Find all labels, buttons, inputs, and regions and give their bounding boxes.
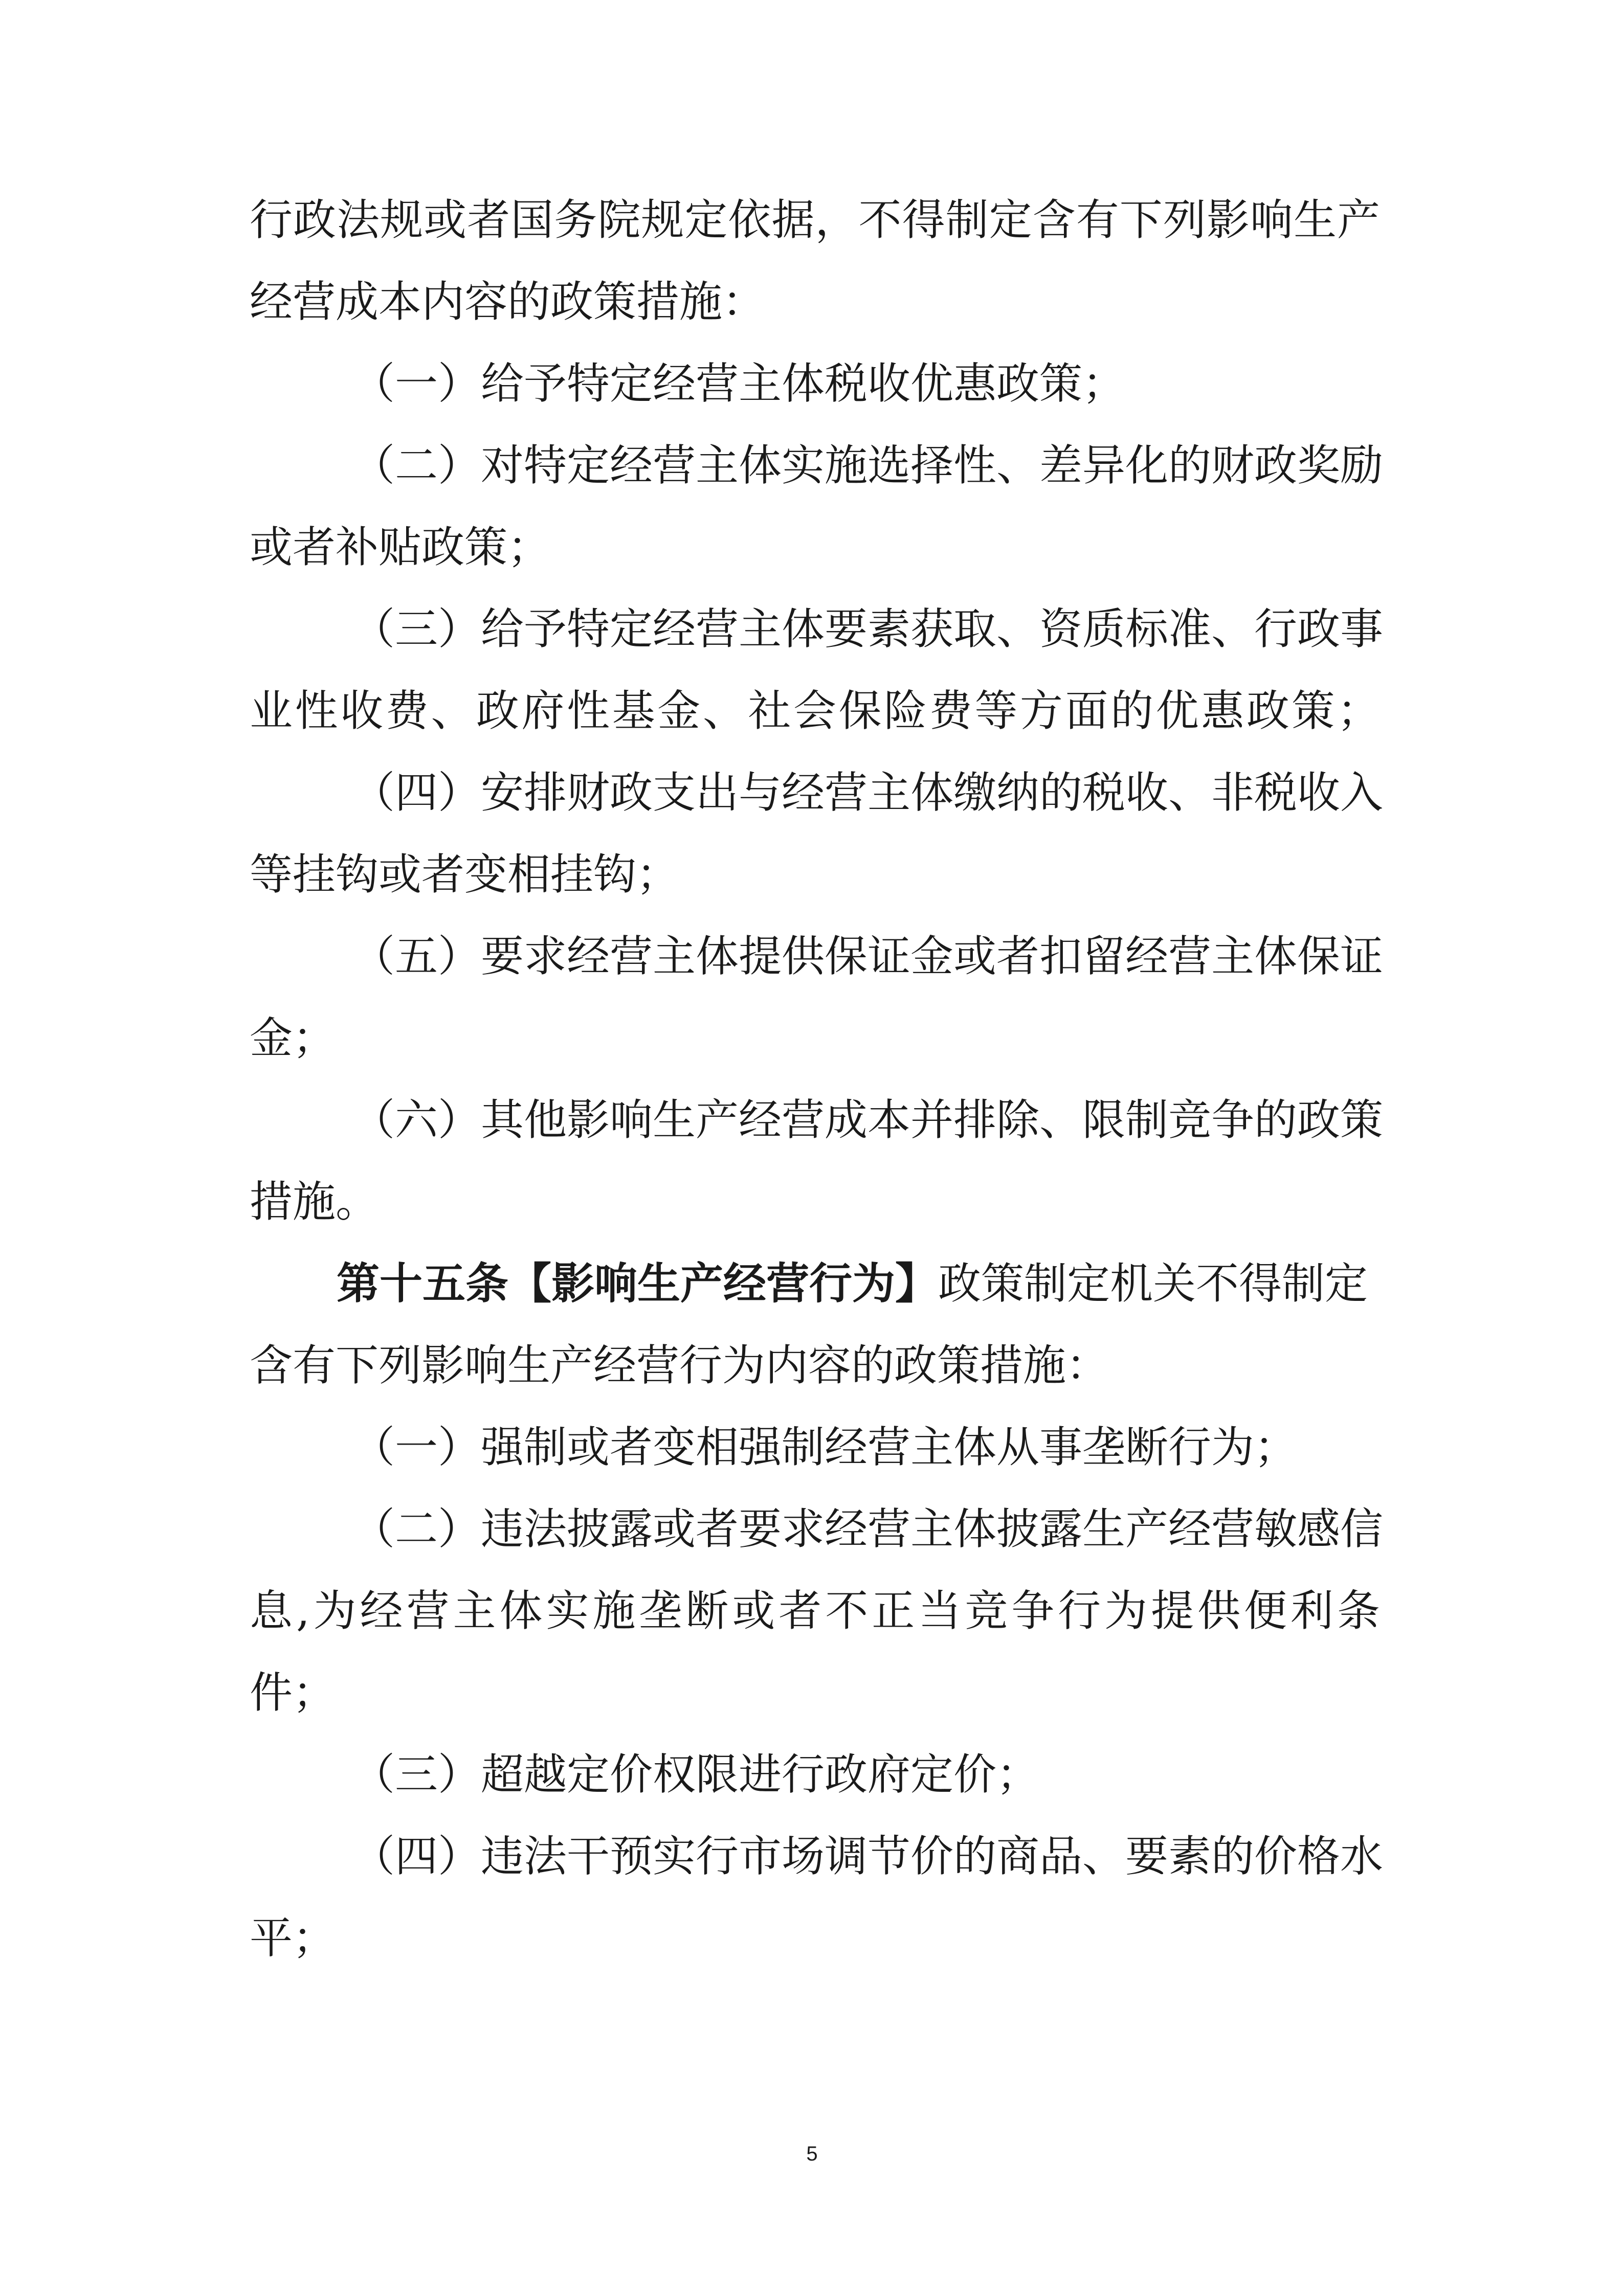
text-line-content: 件；	[250, 1668, 336, 1718]
page-number: 5	[806, 2143, 818, 2165]
text-line-content: 经营成本内容的政策措施：	[250, 277, 766, 327]
text-line-content: 等挂钩或者变相挂钩；	[250, 849, 680, 899]
text-line-content: 平；	[250, 1913, 336, 1963]
text-line	[250, 1163, 379, 1240]
text-line-content: 措施。	[250, 1177, 379, 1227]
text-line-content: 政策制定机关不得制定	[938, 1258, 1368, 1309]
text-line-content: 息,为经营主体实施垄断或者不正当竞争行为提供便利条	[250, 1586, 1380, 1636]
text-line	[250, 836, 679, 913]
text-line-content: （六）其他影响生产经营成本并排除、限制竞争的政策	[352, 1095, 1384, 1145]
text-line-content: （四）安排财政支出与经营主体缴纳的税收、非税收入	[352, 768, 1384, 818]
text-line-content: （三）超越定价权限进行政府定价；	[352, 1749, 1040, 1799]
text-line	[250, 263, 765, 340]
text-line	[352, 591, 1384, 667]
text-line	[250, 672, 1380, 749]
text-line	[250, 1654, 336, 1731]
text-line	[250, 182, 1380, 258]
text-line-content: 含有下列影响生产经营行为内容的政策措施：	[250, 1340, 1109, 1390]
text-line-content: （一）给予特定经营主体税收优惠政策；	[352, 358, 1126, 409]
text-line	[352, 1491, 1384, 1567]
article-heading-line	[337, 1245, 1368, 1322]
article-heading: 第十五条【影响生产经营行为】	[337, 1258, 939, 1309]
text-line-content: （四）违法干预实行市场调节价的商品、要素的价格水	[352, 1831, 1384, 1881]
text-line	[352, 1409, 1297, 1485]
text-line	[250, 509, 550, 586]
text-line	[250, 1327, 1109, 1404]
text-line	[352, 427, 1384, 504]
text-line-content: 行政法规或者国务院规定依据，不得制定含有下列影响生产	[250, 195, 1380, 245]
text-line	[352, 918, 1384, 995]
text-line	[352, 754, 1384, 831]
text-line	[352, 1082, 1384, 1158]
text-line-content: （五）要求经营主体提供保证金或者扣留经营主体保证	[352, 931, 1384, 981]
text-line-content: （二）违法披露或者要求经营主体披露生产经营敏感信	[352, 1504, 1384, 1554]
text-line	[352, 1818, 1384, 1895]
text-line	[250, 1900, 336, 1976]
text-line-content: 金；	[250, 1013, 336, 1063]
text-line	[352, 1736, 1039, 1813]
text-line	[250, 1572, 1380, 1649]
text-line-content: （一）强制或者变相强制经营主体从事垄断行为；	[352, 1422, 1298, 1472]
text-line-content: （二）对特定经营主体实施选择性、差异化的财政奖励	[352, 440, 1384, 490]
text-line	[352, 345, 1125, 422]
text-line	[250, 1000, 336, 1076]
text-line-content: （三）给予特定经营主体要素获取、资质标准、行政事	[352, 604, 1384, 654]
text-line-content: 业性收费、政府性基金、社会保险费等方面的优惠政策；	[250, 686, 1380, 736]
text-line-content: 或者补贴政策；	[250, 522, 551, 572]
